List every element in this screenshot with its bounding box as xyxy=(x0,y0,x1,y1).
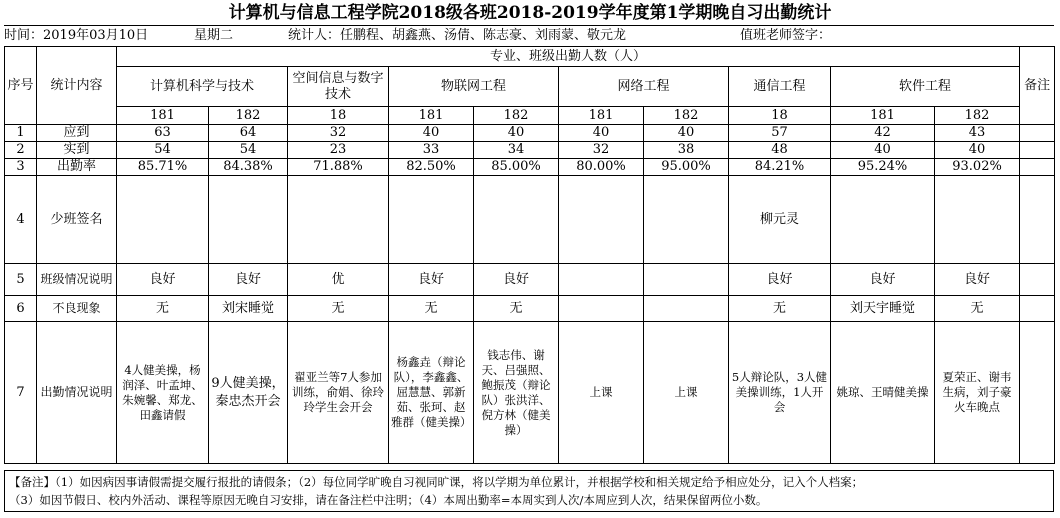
data-cell: 23 xyxy=(288,142,389,159)
data-cell: 无 xyxy=(935,296,1020,322)
data-cell: 4人健美操，杨润泽、叶孟坤、朱婉馨、郑龙、田鑫请假 xyxy=(117,322,209,464)
row-seq: 2 xyxy=(5,142,37,159)
major-cs: 计算机科学与技术 xyxy=(117,67,288,107)
grade-cell: 181 xyxy=(117,107,209,125)
remarks-footer xyxy=(4,470,1054,512)
data-cell: 姚琼、王晴健美操 xyxy=(831,322,935,464)
data-cell: 无 xyxy=(729,296,831,322)
row-label: 不良现象 xyxy=(37,296,117,322)
data-cell: 钱志伟、谢天、吕强照、鲍振茂（辩论队）张洪洋、倪方林（健美操） xyxy=(474,322,559,464)
data-cell: 翟亚兰等7人参加训练，俞娟、徐玲玲学生会开会 xyxy=(288,322,389,464)
info-bar xyxy=(4,25,1054,46)
data-cell: 43 xyxy=(935,125,1020,142)
data-cell: 34 xyxy=(474,142,559,159)
data-cell: 32 xyxy=(559,142,644,159)
data-cell xyxy=(935,176,1020,264)
data-cell xyxy=(644,264,729,296)
data-cell: 40 xyxy=(644,125,729,142)
data-cell: 48 xyxy=(729,142,831,159)
row-label: 应到 xyxy=(37,125,117,142)
major-software: 软件工程 xyxy=(831,67,1020,107)
data-cell: 良好 xyxy=(935,264,1020,296)
data-cell: 82.50% xyxy=(389,159,474,176)
data-cell: 40 xyxy=(474,125,559,142)
remark-cell xyxy=(1020,142,1055,159)
row-seq: 3 xyxy=(5,159,37,176)
data-cell: 上课 xyxy=(559,322,644,464)
data-cell: 54 xyxy=(209,142,288,159)
header-stat-item: 统计内容 xyxy=(37,47,117,125)
data-cell xyxy=(117,176,209,264)
row-seq: 1 xyxy=(5,125,37,142)
footnote-line-2: （3）如因节假日、校内外活动、课程等原因无晚自习安排，请在备注栏中注明；（4）本周出勤率=本周实到人次/本周应到人次，结果保留两位小数。 xyxy=(9,493,768,507)
data-cell: 38 xyxy=(644,142,729,159)
data-cell: 42 xyxy=(831,125,935,142)
data-cell: 9人健美操，秦忠杰开会 xyxy=(209,322,288,464)
date-field: 时间：2019年03月10日 xyxy=(4,28,149,43)
row-label: 出勤情况说明 xyxy=(37,322,117,464)
data-cell: 40 xyxy=(389,125,474,142)
data-cell: 无 xyxy=(389,296,474,322)
data-cell: 40 xyxy=(935,142,1020,159)
remark-cell xyxy=(1020,322,1055,464)
grade-cell: 182 xyxy=(644,107,729,125)
data-cell xyxy=(288,176,389,264)
row-seq: 5 xyxy=(5,264,37,296)
grade-cell: 182 xyxy=(935,107,1020,125)
remark-cell xyxy=(1020,159,1055,176)
row-seq: 6 xyxy=(5,296,37,322)
attendance-table xyxy=(4,46,1055,464)
data-cell: 优 xyxy=(288,264,389,296)
footnote-line-1: 【备注】（1）如因病因事请假需提交履行报批的请假条；（2）每位同学旷晚自习视同旷课，将以学期为单位累计，并根据学校和相关规定给予相应处分，记入个人档案； xyxy=(9,475,864,489)
remark-cell xyxy=(1020,176,1055,264)
grade-cell: 181 xyxy=(389,107,474,125)
data-cell xyxy=(209,176,288,264)
data-cell: 80.00% xyxy=(559,159,644,176)
row-seq: 4 xyxy=(5,176,37,264)
row-label: 出勤率 xyxy=(37,159,117,176)
remark-cell xyxy=(1020,296,1055,322)
grade-cell: 181 xyxy=(831,107,935,125)
data-cell: 无 xyxy=(117,296,209,322)
data-cell: 95.24% xyxy=(831,159,935,176)
major-comm: 通信工程 xyxy=(729,67,831,107)
data-cell: 无 xyxy=(474,296,559,322)
header-major-group: 专业、班级出勤人数（人） xyxy=(117,47,1020,67)
data-cell: 33 xyxy=(389,142,474,159)
data-cell xyxy=(644,176,729,264)
statisticians-field: 统计人：任鹏程、胡鑫燕、汤倩、陈志豪、刘雨蒙、敬元龙 xyxy=(288,28,627,43)
data-cell: 85.71% xyxy=(117,159,209,176)
data-cell: 57 xyxy=(729,125,831,142)
data-cell: 32 xyxy=(288,125,389,142)
remark-cell xyxy=(1020,125,1055,142)
grade-cell: 18 xyxy=(729,107,831,125)
data-cell: 5人辩论队，3人健美操训练，1人开会 xyxy=(729,322,831,464)
remark-cell xyxy=(1020,264,1055,296)
row-label: 实到 xyxy=(37,142,117,159)
data-cell xyxy=(559,296,644,322)
data-cell: 54 xyxy=(117,142,209,159)
data-cell xyxy=(559,176,644,264)
row-seq: 7 xyxy=(5,322,37,464)
grade-cell: 182 xyxy=(209,107,288,125)
major-network: 网络工程 xyxy=(559,67,729,107)
data-cell: 良好 xyxy=(117,264,209,296)
row-label: 少班签名 xyxy=(37,176,117,264)
data-cell xyxy=(474,176,559,264)
data-cell xyxy=(644,296,729,322)
data-cell xyxy=(831,176,935,264)
sheet-title: 计算机与信息工程学院2018级各班2018-2019学年度第1学期晚自习出勤统计 xyxy=(228,3,832,23)
teacher-signature-field: 值班老师签字： xyxy=(740,28,832,43)
header-seq: 序号 xyxy=(5,47,37,125)
data-cell: 良好 xyxy=(729,264,831,296)
major-spatial: 空间信息与数字技术 xyxy=(288,67,389,107)
header-remark: 备注 xyxy=(1020,47,1055,125)
data-cell: 40 xyxy=(831,142,935,159)
weekday-field: 星期二 xyxy=(194,28,234,43)
data-cell: 85.00% xyxy=(474,159,559,176)
data-cell: 刘天宇睡觉 xyxy=(831,296,935,322)
data-cell: 夏荣正、谢韦生病，刘子豪火车晚点 xyxy=(935,322,1020,464)
data-cell: 杨鑫垚（辩论队），李鑫鑫、屈慧慧、郭新茹、张珂、赵雅群（健美操） xyxy=(389,322,474,464)
grade-cell: 18 xyxy=(288,107,389,125)
data-cell: 40 xyxy=(559,125,644,142)
data-cell: 良好 xyxy=(209,264,288,296)
data-cell: 84.38% xyxy=(209,159,288,176)
data-cell: 良好 xyxy=(831,264,935,296)
grade-cell: 182 xyxy=(474,107,559,125)
data-cell: 刘宋睡觉 xyxy=(209,296,288,322)
row-label: 班级情况说明 xyxy=(37,264,117,296)
data-cell: 84.21% xyxy=(729,159,831,176)
data-cell: 71.88% xyxy=(288,159,389,176)
major-iot: 物联网工程 xyxy=(389,67,559,107)
data-cell: 95.00% xyxy=(644,159,729,176)
data-cell: 良好 xyxy=(389,264,474,296)
data-cell: 63 xyxy=(117,125,209,142)
data-cell: 93.02% xyxy=(935,159,1020,176)
data-cell: 无 xyxy=(288,296,389,322)
grade-cell: 181 xyxy=(559,107,644,125)
data-cell xyxy=(559,264,644,296)
data-cell: 良好 xyxy=(474,264,559,296)
data-cell: 64 xyxy=(209,125,288,142)
data-cell xyxy=(389,176,474,264)
data-cell: 柳元灵 xyxy=(729,176,831,264)
data-cell: 上课 xyxy=(644,322,729,464)
